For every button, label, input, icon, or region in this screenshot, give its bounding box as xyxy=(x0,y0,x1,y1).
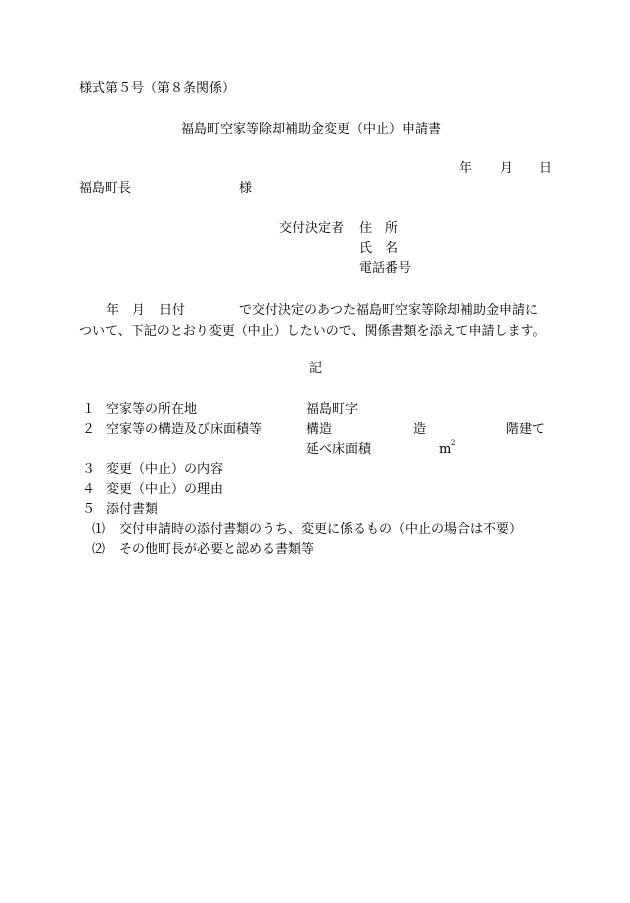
applicant-phone-label: 電話番号 xyxy=(359,261,412,276)
item-number: ４ xyxy=(82,482,96,497)
date-year: 年 xyxy=(459,161,473,176)
form-number: 様式第５号（第８条関係） xyxy=(79,81,236,96)
item-label: 添付書類 xyxy=(106,502,159,517)
item-label: 変更（中止）の理由 xyxy=(106,482,224,497)
applicant-heading: 交付決定者 xyxy=(279,221,345,236)
date-month: 月 xyxy=(500,161,514,176)
attachment-text: その他町長が必要と認める書類等 xyxy=(119,542,315,557)
date-day: 日 xyxy=(539,161,553,176)
item-number: ５ xyxy=(82,502,96,517)
square-meter-unit xyxy=(439,439,456,457)
body-year: 年 xyxy=(106,303,120,318)
floors-label: 階建て xyxy=(506,422,546,437)
unit-sup: 2 xyxy=(450,439,456,447)
addressee-honorific: 様 xyxy=(239,181,253,196)
addressee-name: 福島町長 xyxy=(79,181,132,196)
structure-zo-label: 造 xyxy=(413,422,427,437)
structure-label: 構造 xyxy=(306,422,333,437)
attachment-number: ⑴ xyxy=(92,522,106,537)
attachment-text: 交付申請時の添付書類のうち、変更に係るもの（中止の場合は不要） xyxy=(119,522,523,537)
item-number: ２ xyxy=(82,422,96,437)
item-number: １ xyxy=(82,402,96,417)
body-line2-text: ついて、下記のとおり変更（中止）したいので、関係書類を添えて申請します。 xyxy=(79,324,546,339)
item-label: 空家等の所在地 xyxy=(106,402,198,417)
body-day-ref: 日付 xyxy=(159,303,186,318)
item-location-value: 福島町字 xyxy=(306,402,359,417)
ki-heading: 記 xyxy=(309,361,323,376)
floor-area-label: 延べ床面積 xyxy=(306,442,372,457)
applicant-address-label: 住 所 xyxy=(359,221,399,236)
document-title: 福島町空家等除却補助金変更（中止）申請書 xyxy=(181,122,442,137)
item-number: ３ xyxy=(82,462,96,477)
unit-m: m xyxy=(439,442,452,457)
item-label: 空家等の構造及び床面積等 xyxy=(106,422,263,437)
item-label: 変更（中止）の内容 xyxy=(106,462,224,477)
applicant-name-label: 氏 名 xyxy=(359,241,399,256)
body-line1-text: で交付決定のあつた福島町空家等除却補助金申請に xyxy=(239,303,539,318)
attachment-number: ⑵ xyxy=(92,542,106,557)
body-month: 月 xyxy=(132,303,146,318)
